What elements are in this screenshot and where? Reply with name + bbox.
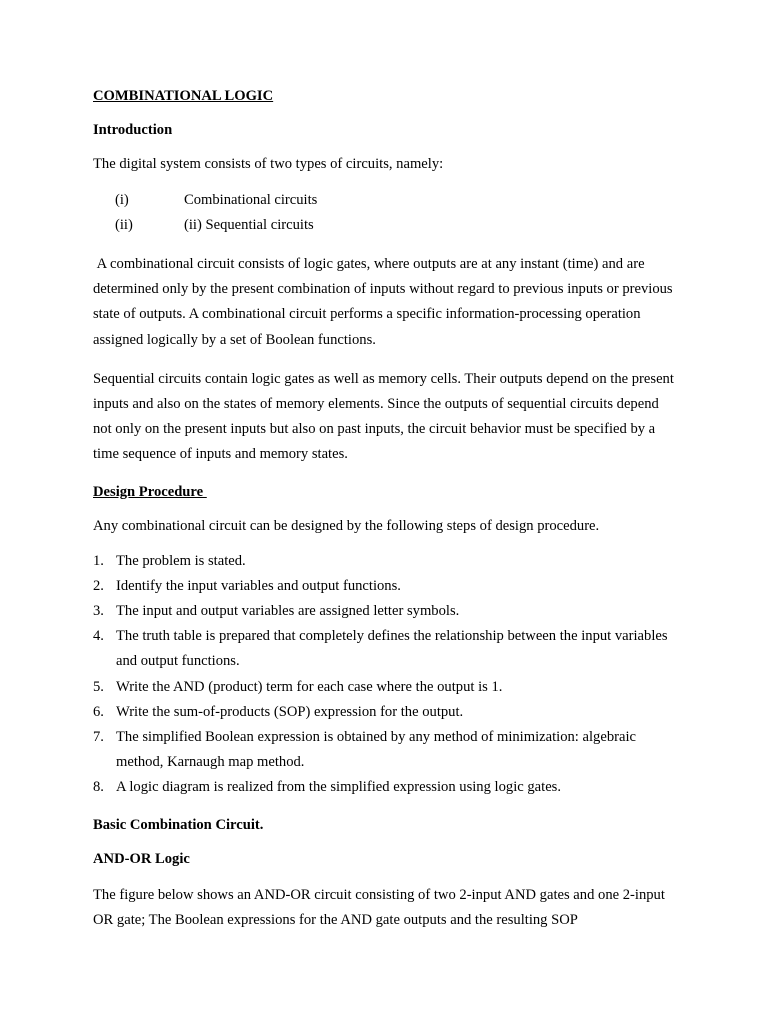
list-item xyxy=(93,188,681,213)
step-number: 6. xyxy=(93,703,104,720)
and-or-heading: AND-OR Logic xyxy=(93,850,190,867)
list-item xyxy=(93,624,681,674)
step-text: The simplified Boolean expression is obtained by any method of minimization: algebraic method, Karnaugh map method. xyxy=(116,729,636,771)
design-procedure-heading: Design Procedure xyxy=(93,483,207,500)
list-item-number: (ii) xyxy=(115,217,133,233)
document-title: COMBINATIONAL LOGIC xyxy=(93,88,274,104)
step-number: 1. xyxy=(93,552,104,569)
and-or-paragraph: The figure below shows an AND-OR circuit consisting of two 2-input AND gates and one 2-input OR gate; The Boolean expressions for the AND gate outputs and the resulting SOP xyxy=(93,886,665,928)
circuit-types-list xyxy=(93,188,681,238)
step-number: 5. xyxy=(93,678,104,695)
step-text: The problem is stated. xyxy=(116,552,246,569)
list-item xyxy=(93,213,681,238)
list-item xyxy=(93,700,681,725)
list-item xyxy=(93,775,681,800)
introduction-text: The digital system consists of two types of circuits, namely: xyxy=(93,156,444,172)
design-procedure-intro: Any combinational circuit can be designed by the following steps of design procedure. xyxy=(93,517,600,534)
step-number: 3. xyxy=(93,603,104,620)
list-item-number: (i) xyxy=(115,192,129,208)
list-item xyxy=(93,574,681,599)
list-item xyxy=(93,549,681,574)
step-text: Write the AND (product) term for each case where the output is 1. xyxy=(116,678,503,695)
list-item-label: (ii) Sequential circuits xyxy=(184,217,314,233)
list-item xyxy=(93,675,681,700)
list-item xyxy=(93,725,681,775)
step-number: 8. xyxy=(93,779,104,796)
step-number: 7. xyxy=(93,729,104,746)
document-body xyxy=(93,86,681,933)
design-steps-list xyxy=(93,549,681,801)
list-item-label: Combinational circuits xyxy=(184,192,318,208)
step-number: 4. xyxy=(93,628,104,645)
step-text: The input and output variables are assigned letter symbols. xyxy=(116,603,460,620)
basic-circuit-heading: Basic Combination Circuit. xyxy=(93,816,264,833)
introduction-heading: Introduction xyxy=(93,122,173,138)
step-text: Identify the input variables and output functions. xyxy=(116,577,401,594)
list-item xyxy=(93,599,681,624)
step-text: The truth table is prepared that completely defines the relationship between the input variables and output functions. xyxy=(116,628,668,670)
combinational-paragraph: A combinational circuit consists of logic gates, where outputs are at any instant (time) and are determined only by the present combination of inputs without regard to previous inputs or previous state of outputs. A combinational circuit performs a specific information-processing operation assigned logically by a set of Boolean functions. xyxy=(93,256,677,348)
step-text: Write the sum-of-products (SOP) expression for the output. xyxy=(116,703,464,720)
sequential-paragraph: Sequential circuits contain logic gates as well as memory cells. Their outputs depend on the present inputs and also on the states of memory elements. Since the outputs of sequential circuits depend not only on the present inputs but also on past inputs, the circuit behavior must be specified by a time sequence of inputs and memory states. xyxy=(93,370,674,463)
step-text: A logic diagram is realized from the simplified expression using logic gates. xyxy=(116,779,562,796)
step-number: 2. xyxy=(93,577,104,594)
